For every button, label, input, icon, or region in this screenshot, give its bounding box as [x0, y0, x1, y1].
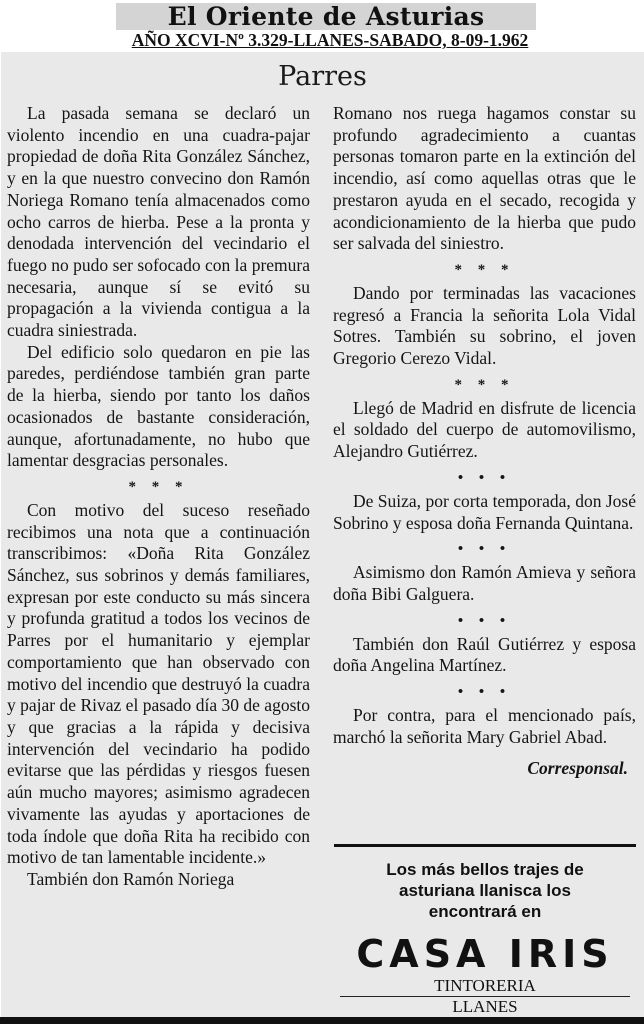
section-separator: • • • — [457, 541, 512, 558]
news-note: También don Raúl Gutiérrez y esposa doña Angelina Martínez. — [333, 633, 636, 676]
ad-tagline-line: asturiana llanisca los — [399, 881, 571, 900]
news-note: De Suiza, por corta temporada, don José Sobrino y esposa doña Fernanda Quintana. — [333, 490, 636, 533]
section-separator: * * * — [454, 376, 515, 393]
left-column — [7, 103, 310, 891]
ad-tagline — [334, 859, 636, 922]
section-separator: * * * — [454, 261, 515, 278]
news-note: Asimismo don Ramón Amieva y señora doña Bibi Galguera. — [333, 562, 636, 604]
ad-business-type: TINTORERIA — [434, 976, 536, 995]
article-title: Parres — [278, 61, 367, 92]
ad-brand-name: CASA IRIS — [356, 932, 614, 976]
section-separator: • • • — [457, 612, 512, 629]
right-column — [333, 103, 636, 780]
article-paragraph: La pasada semana se declaró un violento incendio en una cuadra-pajar propiedad de doña Rita González Sánchez, y en la que nuestro convecino don Ramón Noriega Romano tenía almacenados como ocho carros de hierba. Pese a la pronta y denodada intervención del vecindario el fuego no pudo ser sofocado con la premura necesaria, aunque sí se evitó su propagación a la vivienda contigua a la cuadra siniestrada. — [7, 103, 310, 341]
bottom-border — [0, 1017, 644, 1024]
ad-tagline-line: encontrará en — [428, 902, 542, 921]
article-paragraph: Con motivo del suceso reseñado recibimos una nota que a continuación transcribimos: «Doña Rita González Sánchez, sus sobrinos y demás familiares, expresan por este conducto su más sincera y profunda gratitud a todos los vecinos de Parres por el humanitario y ejemplar comportamiento que han observado con motivo del incendio que destruyó la cuadra y pajar de Rivaz el pasado día 30 de agosto y que gracias a la rápida y decisiva intervención del vecindario ha podido evitarse que las pérdidas y riesgos fuesen aún mucho mayores; asimismo agradecen vivamente las ayudas y aportaciones de toda índole que doña Rita ha recibido con motivo de tan lamentable incidente.» — [7, 499, 310, 868]
news-note: Llegó de Madrid en disfrute de licencia el soldado del cuerpo de automovilismo, Alejandro Gutiérrez. — [333, 397, 636, 462]
ad-tagline-line: Los más bellos trajes de — [386, 860, 584, 879]
correspondent-signature: Corresponsal. — [527, 758, 628, 779]
section-separator: • • • — [457, 684, 512, 701]
article-paragraph: Del edificio solo quedaron en pie las paredes, perdiéndose también gran parte de la hierba, siendo por tanto los daños ocasionados de bastante consideración, aunque, afortunadamente, no hubo que lamentar desgracias personales. — [7, 341, 310, 471]
article-continuation: Romano nos ruega hagamos constar su profundo agradecimiento a cuantas personas tomaron parte en la extinción del incendio, así como aquellas otras que le prestaron ayuda en el secado, recogida y acondicionamiento de la hierba que pudo ser salvada del siniestro. — [333, 103, 636, 254]
news-note: Por contra, para el mencionado país, marchó la señorita Mary Gabriel Abad. — [333, 705, 636, 747]
section-separator: * * * — [128, 478, 189, 495]
section-separator: • • • — [457, 469, 512, 486]
casa-iris-advertisement — [334, 844, 636, 1017]
news-note: Dando por terminadas las vacaciones regresó a Francia la señorita Lola Vidal Sotres. También su sobrino, el joven Gregorio Cerezo Vidal. — [333, 282, 636, 369]
article-paragraph: También don Ramón Noriega — [27, 868, 235, 889]
newspaper-clipping — [1, 52, 644, 1017]
issue-dateline: AÑO XCVI-Nº 3.329-LLANES-SABADO, 8-09-1.962 — [131, 30, 529, 50]
newspaper-masthead: El Oriente de Asturias — [116, 3, 536, 30]
ad-town: LLANES — [452, 997, 518, 1016]
